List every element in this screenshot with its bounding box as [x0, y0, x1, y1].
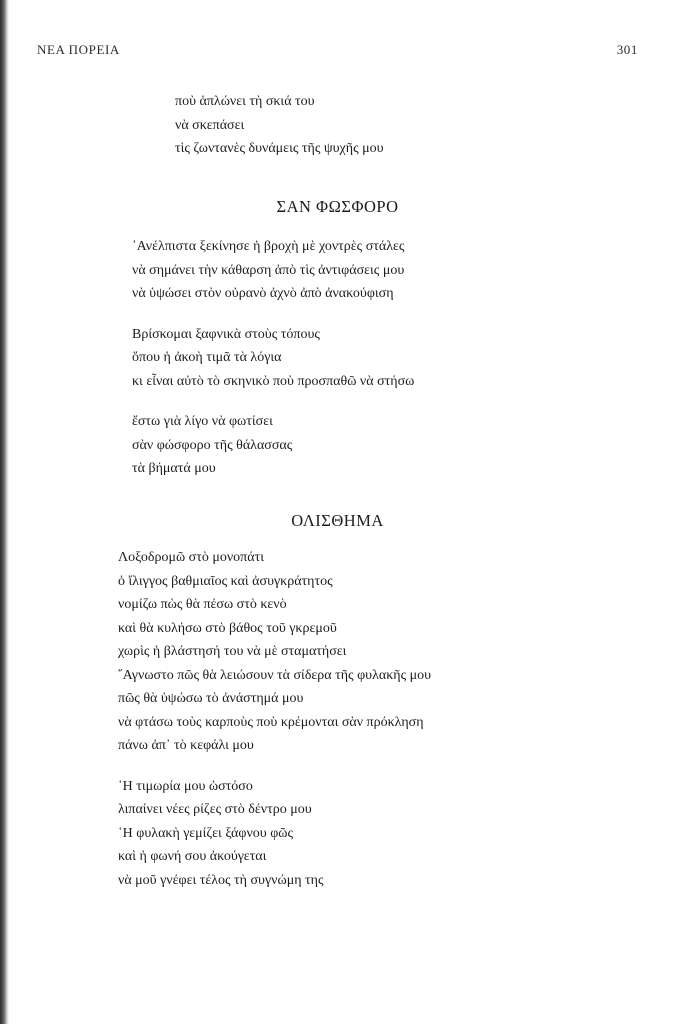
poem-line: τὶς ζωντανὲς δυνάμεις τῆς ψυχῆς μου: [175, 141, 384, 156]
poem-line: τὰ βήματά μου: [132, 461, 216, 476]
poem-line: πῶς θὰ ὑψώσω τὸ ἀνάστημά μου: [118, 691, 304, 706]
poem-body-san-fosforo: [132, 235, 414, 481]
poem-line: κι εἶναι αὐτὸ τὸ σκηνικὸ ποὺ προσπαθῶ νὰ στήσω: [132, 373, 415, 389]
poem-line: καὶ θὰ κυλήσω στὸ βάθος τοῦ γκρεμοῦ: [118, 620, 337, 636]
poem-line: ᾿Ανέλπιστα ξεκίνησε ἡ βροχὴ μὲ χοντρὲς στάλες: [132, 239, 405, 254]
poem-line: σὰν φώσφορο τῆς θάλασσας: [132, 437, 293, 453]
page-number: 301: [616, 42, 638, 57]
previous-poem-continuation: [175, 90, 384, 161]
poem-line: λιπαίνει νέες ρίζες στὸ δέντρο μου: [118, 802, 312, 817]
stanza: [118, 546, 431, 758]
poem-line: νὰ ὑψώσει στὸν οὐρανὸ ἀχνὸ ἀπὸ ἀνακούφιση: [132, 286, 394, 301]
running-head: [37, 42, 638, 60]
poem-line: ῎Αγνωστο πῶς θὰ λειώσουν τὰ σίδερα τῆς φυλακῆς μου: [118, 667, 432, 683]
poem-line: ῾Η φυλακὴ γεμίζει ξάφνου φῶς: [118, 825, 294, 841]
poem-line: νὰ σκεπάσει: [175, 117, 245, 133]
stanza: [132, 235, 414, 306]
poem-line: νὰ μοῦ γνέφει τέλος τὴ συγνώμη της: [118, 872, 324, 888]
poem-line: πάνω ἀπ᾿ τὸ κεφάλι μου: [118, 738, 254, 753]
poem-line: Βρίσκομαι ξαφνικὰ στοὺς τόπους: [132, 326, 320, 342]
poem-line: ὁ ἴλιγγος βαθμιαῖος καὶ ἀσυγκράτητος: [118, 573, 333, 589]
stanza: [132, 410, 414, 481]
poem-line: ἔστω γιὰ λίγο νὰ φωτίσει: [132, 414, 273, 429]
poem-line: ποὺ ἁπλώνει τὴ σκιά του: [175, 94, 315, 109]
poem-line: νομίζω πὼς θὰ πέσω στὸ κενὸ: [118, 597, 287, 612]
poem-line: καὶ ἡ φωνή σου ἀκούγεται: [118, 849, 267, 864]
poem-line: ῾Η τιμωρία μου ὡστόσο: [118, 778, 253, 794]
poem-line: νὰ φτάσω τοὺς καρποὺς ποὺ κρέμονται σὰν πρόκληση: [118, 714, 424, 730]
poem-line: ὅπου ἡ ἀκοὴ τιμᾶ τὰ λόγια: [132, 350, 282, 365]
poem-line: Λοξοδρομῶ στὸ μονοπάτι: [118, 550, 264, 565]
poem-line: νὰ σημάνει τὴν κάθαρση ἀπὸ τὶς ἀντιφάσεις μου: [132, 262, 405, 278]
journal-name: ΝΕΑ ΠΟΡΕΙΑ: [37, 42, 120, 57]
stanza: [118, 775, 431, 893]
poem-title-san-fosforo: ΣΑΝ ΦΩΣΦΟΡΟ: [276, 197, 399, 216]
poem-title-olisthima: ΟΛΙΣΘΗΜΑ: [291, 511, 384, 530]
stanza: [132, 323, 414, 394]
poem-line: χωρὶς ἡ βλάστησή του νὰ μὲ σταματήσει: [118, 644, 347, 659]
poem-body-olisthima: [118, 546, 431, 892]
